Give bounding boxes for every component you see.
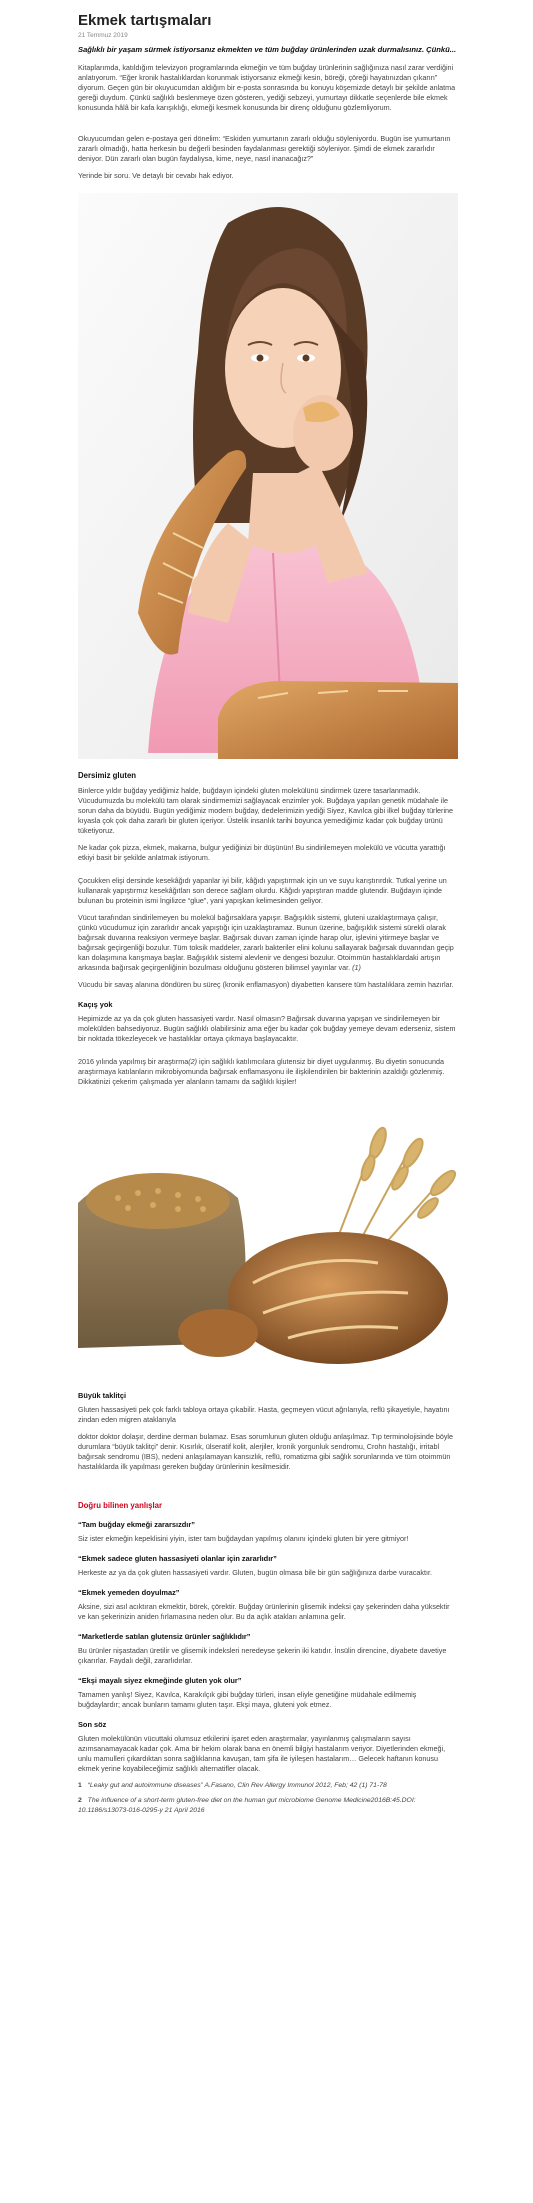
paragraph: Okuyucumdan gelen e-postaya geri dönelim: “Eskiden yumurtanın zararlı olduğu söyleniyordu. Bugün ise yumurtanın zararlı olmadığı, hatta herkesin bu değerli besinden faydalanması gerektiği söyleniyor. Şimdi de ekmek zararlıdır deniyor. Dün zararlı olan bugün faydalıysa, kime, neye, nasıl inanacağız?” — [78, 134, 451, 163]
footnote-text: “Leaky gut and autoimmune diseases” A.Fasano, Clin Rev Allergy Immunol 2012, Feb; 42 (1) 71-78 — [87, 1782, 387, 1789]
section-title: Büyük taklitçi — [78, 1391, 127, 1400]
paragraph-text: için sağlıklı katılımcılara glutensiz bir diyet uygulanmış. Bu diyetin sonucunda araştırmaya katılanların mikrobiyomunda bağırsak enflamasyonu ile ilişkilendirilen bir bakterinin azaldığı gözlenmiş. Dikkatinizi çekerim çalışmada yer alanların tamamı da sağlıklı kişiler! — [78, 1057, 445, 1086]
article-lead: Sağlıklı bir yaşam sürmek istiyorsanız ekmekten ve tüm buğday ürünlerinden uzak durmalısınız. Çünkü... — [78, 45, 457, 54]
woman-eating-bread-illustration — [78, 193, 458, 759]
paragraph: Gluten molekülünün vücuttaki olumsuz etkilerini işaret eden araştırmalar, yayınlanmış çalışmaların sayısı azımsanamayacak kadar çok. Ama bir hekim olarak bana en önemli bilgiyi hastalarım veriyor. Diyetlerinden ekmeği, unlu mamulleri çıkardıktan sonra sağlıklarına kavuşan, tam şifa ile iyileşen hastalarım… Gelecek haftanın konusu ekmek yerine koyabileceğimiz sağlıklı alternatifler olacak. — [78, 1734, 446, 1773]
wheat-grain-bread-illustration — [78, 1113, 458, 1365]
paragraph: Yerinde bir soru. Ve detaylı bir cevabı hak ediyor. — [78, 171, 234, 180]
myth-answer: Herkeste az ya da çok gluten hassasiyeti vardır. Gluten, bugün olmasa bile bir gün sağlığınıza darbe vuracaktır. — [78, 1568, 432, 1577]
wheat-grain-bread-image — [78, 1113, 458, 1365]
paragraph-text: 2016 yılında yapılmış bir araştırma — [78, 1057, 189, 1066]
footnote-number: 1 — [78, 1782, 82, 1789]
paragraph — [78, 913, 458, 973]
myth-question: “Ekmek yemeden doyulmaz” — [78, 1588, 180, 1597]
reference-marker: (1) — [352, 963, 361, 972]
footnote — [78, 1781, 458, 1791]
footnote-text: The influence of a short-term gluten-free diet on the human gut microbiome Genome Medicine2016B:45.DOI: 10.1186/s13073-016-0295-y 21 April 2016 — [78, 1797, 416, 1814]
myth-question: “Ekşi mayalı siyez ekmeğinde gluten yok olur” — [78, 1676, 242, 1685]
section-title: Dersimiz gluten — [78, 771, 137, 780]
reference-marker: (2) — [188, 1057, 198, 1066]
paragraph: Çocukken elişi dersinde kesekâğıdı yapanlar iyi bilir, kâğıdı yapıştırmak için un ve suyu karıştırırdık. Tutkal yerine un kullanarak yapıştırmız kesekâğıtları son derece sağlam olurdu. Kâğıdı yapıştıran madde glutendir. Buğdayın içinde bulunan bu proteinin ismi İngilizce “glue”, yani yapışkan kelimesinden geliyor. — [78, 876, 447, 905]
myth-question: “Marketlerde satılan glutensiz ürünler sağlıklıdır” — [78, 1632, 251, 1641]
myth-answer: Siz ister ekmeğin kepeklisini yiyin, ister tam buğdaydan yapılmış olanını içindeki gluten bir yere gitmiyor! — [78, 1534, 409, 1543]
paragraph: Gluten hassasiyeti pek çok farklı tabloya ortaya çıkabilir. Hasta, geçmeyen vücut ağrılarıyla, reflü şikayetiyle, hayatını zindan eden migren ataklarıyla — [78, 1405, 450, 1424]
paragraph: Ne kadar çok pizza, ekmek, makarna, bulgur yediğinizi bir düşünün! Bu sindirilemeyen molekülü ve vücutta yarattığı etkiyi basit bir şekilde anlatmak istiyorum. — [78, 843, 446, 862]
footnote — [78, 1796, 458, 1816]
paragraph: doktor doktor dolaşır, derdine derman bulamaz. Esas sorumlunun gluten olduğu anlaşılmaz. Tıp terminolojisinde böyle durumlara “büyük taklitçi” denir. Kısırlık, ülseratif kolit, alerjiler, kronik yorgunluk sendromu, Crohn hastalığı, irritabl bağırsak sendromu (IBS), nedeni anlaşılamayan kansızlık, reflü, romatizma gibi sağlık sorunlarında ve tüm otoimmün hastalıklarda ilk yapılması gereken buğday ürünlerinin kesilmesidir. — [78, 1432, 454, 1471]
footnote-number: 2 — [78, 1797, 82, 1804]
myth-question: “Ekmek sadece gluten hassasiyeti olanlar için zararlıdır” — [78, 1554, 277, 1563]
paragraph: Hepimizde az ya da çok gluten hassasiyeti vardır. Nasıl olmasın? Bağırsak duvarına yapışan ve sindirilemeyen bir molekülden bahsediyoruz. Bugün sağlıklı olabilirsiniz ama eğer bu kadar çok buğday yemeye devam ederseniz, sistem bir noktada tökezleyecek ve hastalıklar ortaya çıkmaya başlayacaktır. — [78, 1014, 456, 1043]
myth-question: “Tam buğday ekmeği zararsızdır” — [78, 1520, 195, 1529]
article-title: Ekmek tartışmaları — [78, 12, 212, 29]
article-date: 21 Temmuz 2019 — [78, 32, 128, 39]
woman-eating-bread-image — [78, 193, 458, 759]
myth-answer: Aksine, sizi asıl acıktıran ekmektir, börek, çörektir. Buğday ürünlerinin glisemik indeksi çay şekerinden daha yüksektir ve kan şekerinizin aniden fırlamasına neden olur. Bu da açlık atakları anlamına gelir. — [78, 1602, 450, 1621]
paragraph-text: Vücut tarafından sindirilemeyen bu molekül bağırsaklara yapışır. Bağışıklık sistemi, gluteni uzaklaştırmaya çalışır, çünkü vücudumuz için zararlıdır ancak yapıştığı için uzaklaştıramaz. Bunun üzerine, bağışıklık sistemi sürekli olarak bağırsak duvarına reaksiyon vermeye başlar. Bağırsak duvarı zaman içinde harap olur, işlevini yitirmeye başlar ve bağırsak geçirgenliği bozulur. Tüm toksik maddeler, zararlı bakteriler elini kolunu sallayarak bağırsak duvarından geçip kan dolaşımına karışmaya başlar. Bağışıklık sistemi alevlenir ve dengesi bozulur. Otoimmün hastalıklardaki artışın arkasında bağırsak geçirgenliğinin bozulması olduğunu gösteren bilimsel yayınlar var. — [78, 913, 454, 972]
myth-answer: Tamamen yanlış! Siyez, Kavılca, Karakılçık gibi buğday türleri, insan eliyle genetiğine müdahale edilmemiş buğdaylardır; ancak bunların tamamı gluten taşır. Ekşi maya, gluteni yok etmez. — [78, 1690, 417, 1709]
myth-answer: Bu ürünler nişastadan üretilir ve glisemik indeksleri neredeyse şekerin iki katıdır. İnsülin direncine, diyabete davetiye çıkarırlar. Faydalı değil, zararlıdırlar. — [78, 1646, 447, 1665]
section-title-red: Doğru bilinen yanlışlar — [78, 1501, 163, 1510]
paragraph: Kitaplarımda, katıldığım televizyon programlarında ekmeğin ve tüm buğday ürünlerinin sağlığınıza nasıl zarar verdiğini anlatıyorum. “Eğer kronik hastalıklardan korunmak istiyorsanız ekmeği kesin, böreği, çöreği hayatınızdan çıkarın” diyorum. Geçen gün bir okuyucumdan aldığım bir e-posta sonrasında bu konuyu köşemizde detaylı bir şekilde anlatma gereği duydum. Çünkü sağlıklı beslenmeye özen gösteren, yediği sebzeyi, yumurtayı dikkatle seçenlerde bile ekmek konusunda hâlâ bir kafa karışıklığı, ekmeği kesmek konusunda bir direnç olduğunu gözlemliyorum. — [78, 63, 456, 112]
paragraph — [78, 1057, 458, 1087]
section-title: Kaçış yok — [78, 1000, 113, 1009]
article — [78, 0, 458, 1821]
paragraph: Vücudu bir savaş alanına döndüren bu süreç (kronik enflamasyon) diyabetten kansere tüm hastalıklara zemin hazırlar. — [78, 980, 454, 989]
paragraph: Binlerce yıldır buğday yediğimiz halde, buğdayın içindeki gluten molekülünü sindirmek üzere tasarlanmadık. Vücudumuzda bu molekülü tam olarak sindirmemizi sağlayacak enzimler yok. Buğdaya yapılan genetik müdahale ile sorun daha da büyüdü. Bugün yediğimiz modern buğday, dedelerimizin yediği Siyez, Kavılca gibi ilkel buğday türlerine kıyasla çok çok daha zararlı bir gluten içeriyor. Üstelik insanlık tarihi boyunca yemediğimiz kadar çok buğday ürünü tüketiyoruz. — [78, 786, 454, 835]
section-title: Son söz — [78, 1720, 107, 1729]
